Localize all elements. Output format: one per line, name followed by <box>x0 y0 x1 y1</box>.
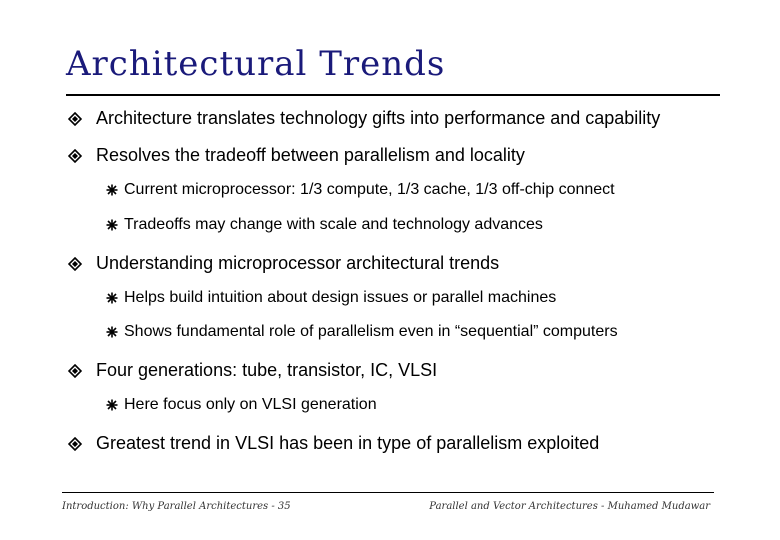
diamond-bullet-icon <box>68 112 82 126</box>
sub-bullet-3-2 <box>106 323 618 341</box>
bullet-2 <box>68 145 525 166</box>
bullet-2-text: Resolves the tradeoff between parallelism and locality <box>96 145 525 165</box>
sub-bullet-2-1 <box>106 181 615 199</box>
bullet-5 <box>68 433 599 454</box>
sub-bullet-4-1-text: Here focus only on VLSI generation <box>124 396 377 413</box>
slide-title: Architectural Trends <box>66 44 446 84</box>
bullet-3-text: Understanding microprocessor architectural trends <box>96 253 500 273</box>
star-bullet-icon <box>106 326 118 338</box>
sub-bullet-2-2-text: Tradeoffs may change with scale and technology advances <box>124 216 543 233</box>
sub-bullet-2-1-text: Current microprocessor: 1/3 compute, 1/3 cache, 1/3 off-chip connect <box>124 181 615 198</box>
star-bullet-icon <box>106 399 118 411</box>
bullet-4-text: Four generations: tube, transistor, IC, VLSI <box>96 360 438 380</box>
diamond-bullet-icon <box>68 364 82 378</box>
title-underline <box>66 94 720 96</box>
bullet-3 <box>68 253 499 274</box>
star-bullet-icon <box>106 292 118 304</box>
bullet-4 <box>68 360 437 381</box>
sub-bullet-3-1-text: Helps build intuition about design issues or parallel machines <box>124 289 557 306</box>
bullet-5-text: Greatest trend in VLSI has been in type of parallelism exploited <box>96 433 600 453</box>
sub-bullet-4-1 <box>106 396 377 414</box>
star-bullet-icon <box>106 219 118 231</box>
sub-bullet-3-2-text: Shows fundamental role of parallelism even in “sequential” computers <box>124 323 618 340</box>
bullet-1 <box>68 108 660 129</box>
diamond-bullet-icon <box>68 149 82 163</box>
footer-left: Introduction: Why Parallel Architectures - 35 <box>62 501 291 512</box>
sub-bullet-2-2 <box>106 216 543 234</box>
diamond-bullet-icon <box>68 257 82 271</box>
footer-right: Parallel and Vector Architectures - Muhamed Mudawar <box>429 501 710 512</box>
sub-bullet-3-1 <box>106 289 556 307</box>
footer-rule <box>62 492 714 493</box>
star-bullet-icon <box>106 184 118 196</box>
bullet-1-text: Architecture translates technology gifts into performance and capability <box>96 108 661 128</box>
diamond-bullet-icon <box>68 437 82 451</box>
